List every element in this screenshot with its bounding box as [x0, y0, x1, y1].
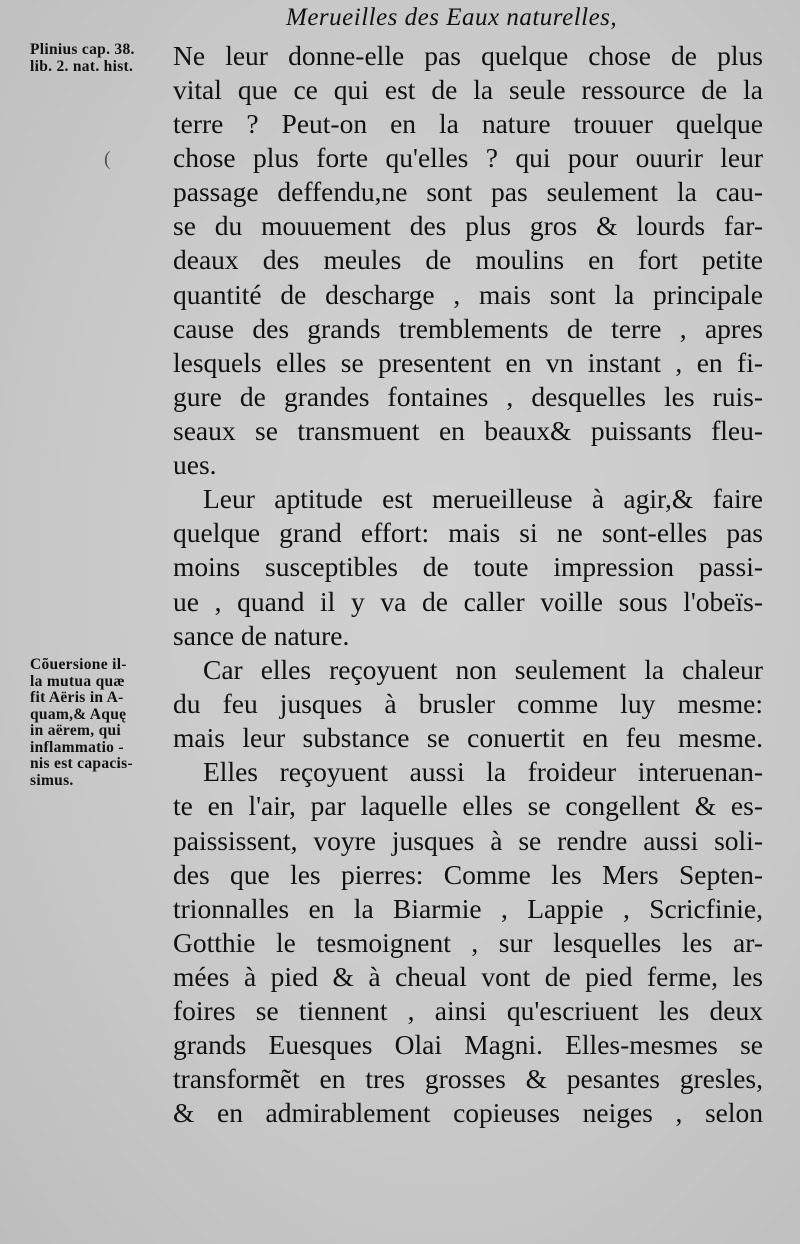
- text-line: cause des grands tremblements de terre , apres: [173, 313, 763, 344]
- margin-note-conversion: Cõuersione il- la mutua quæ fit Aëris in A- quam,& Aquę in aërem, qui inflammatio - nis est capacis- simus.: [30, 656, 133, 789]
- running-head: Merueilles des Eaux naturelles,: [286, 4, 618, 31]
- text-line: seaux se transmuent en beaux& puissants fleu-: [173, 415, 763, 446]
- text-line: Elles reçoyuent aussi la froideur interuenan-: [203, 756, 763, 787]
- text-line: mais leur substance se conuertit en feu mesme.: [173, 722, 763, 753]
- text-line: Leur aptitude est merueilleuse à agir,& faire: [203, 483, 763, 514]
- text-line: terre ? Peut-on en la nature trouuer quelque: [173, 108, 763, 139]
- text-line: foires se tiennent , ainsi qu'escriuent les deux: [173, 995, 763, 1026]
- text-line: ues.: [173, 449, 217, 480]
- text-line: du feu jusques à brusler comme luy mesme:: [173, 688, 763, 719]
- text-line: gure de grandes fontaines , desquelles les ruis-: [173, 381, 763, 412]
- text-line: Ne leur donne-elle pas quelque chose de plus: [173, 40, 763, 71]
- text-line: se du mouuement des plus gros & lourds far-: [173, 210, 763, 241]
- text-line: grands Euesques Olai Magni. Elles-mesmes se: [173, 1029, 763, 1060]
- text-line: te en l'air, par laquelle elles se congellent & es-: [173, 790, 763, 821]
- margin-note-pliny: Plinius cap. 38. lib. 2. nat. hist.: [30, 41, 135, 75]
- text-line: mées à pied & à cheual vont de pied ferme, les: [173, 961, 763, 992]
- text-line: chose plus forte qu'elles ? qui pour ouurir leur: [173, 142, 763, 173]
- text-line: des que les pierres: Comme les Mers Septen-: [173, 859, 763, 890]
- text-line: quelque grand effort: mais si ne sont-elles pas: [173, 517, 763, 548]
- text-line: paississent, voyre jusques à se rendre aussi soli-: [173, 825, 763, 856]
- text-line: passage deffendu,ne sont pas seulement la cau-: [173, 176, 763, 207]
- text-line: vital que ce qui est de la seule ressource de la: [173, 74, 763, 105]
- text-line: sance de nature.: [173, 620, 350, 651]
- text-line: lesquels elles se presentent en vn instant , en fi-: [173, 347, 763, 378]
- text-line: & en admirablement copieuses neiges , selon: [173, 1097, 763, 1128]
- text-line: deaux des meules de moulins en fort petite: [173, 244, 763, 275]
- text-line: transformẽt en tres grosses & pesantes gresles,: [173, 1063, 763, 1094]
- text-line: moins susceptibles de toute impression passi-: [173, 551, 763, 582]
- text-line: Gotthie le tesmoignent , sur lesquelles les ar-: [173, 927, 763, 958]
- text-line: Car elles reçoyuent non seulement la chaleur: [203, 654, 763, 685]
- text-line: quantité de descharge , mais sont la principale: [173, 279, 763, 310]
- stray-pencil-mark: (: [104, 148, 111, 170]
- text-line: ue , quand il y va de caller voille sous l'obeïs-: [173, 586, 763, 617]
- text-line: trionnalles en la Biarmie , Lappie , Scricfinie,: [173, 893, 763, 924]
